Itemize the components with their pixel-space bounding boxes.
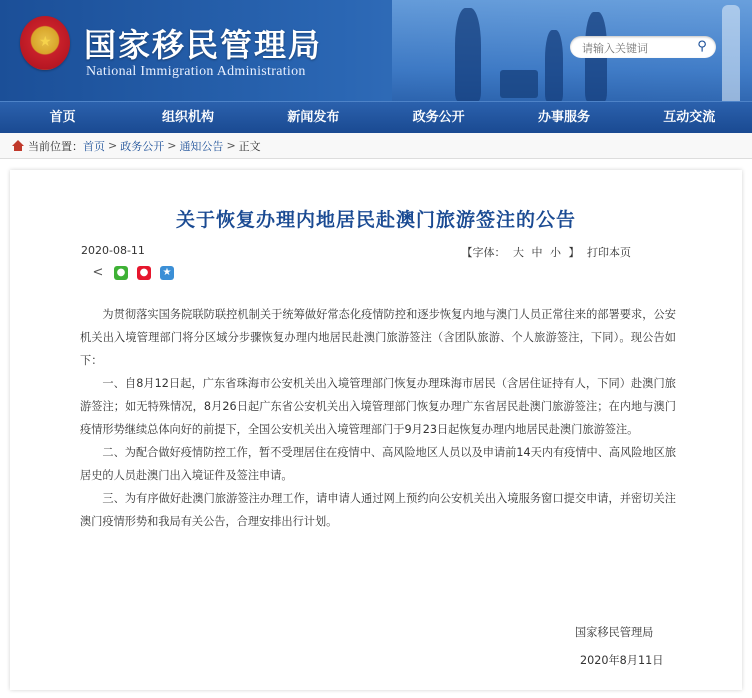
font-size-medium[interactable]: 中 <box>531 246 543 259</box>
search-input[interactable] <box>580 39 694 57</box>
article-tools <box>458 244 632 260</box>
nav-item-organization[interactable]: 组织机构 <box>161 110 214 125</box>
ornamental-pillar <box>722 5 740 101</box>
article-paragraph: 二、为配合做好疫情防控工作，暂不受理居住在疫情中、高风险地区人员以及申请前14天内有疫情中、高风险地区旅居史的人员赴澳门出入境证件及签注申请。 <box>80 446 677 482</box>
article-paragraph: 为贯彻落实国务院联防联控机制关于统筹做好常态化疫情防控和逐步恢复内地与澳门人员正常往来的部署要求，公安机关出入境管理部门将分区域分步骤恢复办理内地居民赴澳门旅游签注（含团队旅游、个人旅游签注，下同）。现公告如下： <box>80 308 676 367</box>
qzone-icon[interactable]: ★ <box>160 266 174 280</box>
share-bar <box>91 266 183 280</box>
site-subtitle: National Immigration Administration <box>86 64 306 79</box>
font-size-small[interactable]: 小 <box>550 246 561 259</box>
breadcrumb <box>0 133 752 159</box>
font-size-large[interactable]: 大 <box>513 246 524 259</box>
article-title: 关于恢复办理内地居民赴澳门旅游签注的公告 <box>175 209 576 231</box>
font-size-label: 【字体： <box>461 246 506 259</box>
article-paragraph: 一、自8月12日起，广东省珠海市公安机关出入境管理部门恢复办理珠海市居民（含居住证持有人，下同）赴澳门旅游签注；如无特殊情况，8月26日起广东省公安机关出入境管理部门恢复办理广东省居民赴澳门旅游签注；在内地与澳门疫情形势继续总体向好的前提下，全国公安机关出入境管理部门于9月23日起恢复办理内地居民赴澳门旅游签注。 <box>80 377 676 436</box>
breadcrumb-separator: > <box>167 139 177 152</box>
main-nav <box>0 101 752 133</box>
breadcrumb-government-affairs[interactable]: 政务公开 <box>120 139 165 153</box>
breadcrumb-notices[interactable]: 通知公告 <box>179 139 224 153</box>
signature: 国家移民管理局 <box>575 626 654 639</box>
home-icon <box>12 140 24 152</box>
breadcrumb-separator: > <box>108 139 118 152</box>
publish-date: 2020-08-11 <box>81 244 145 257</box>
search-icon[interactable]: ⚲ <box>697 39 707 54</box>
traveler-silhouette <box>455 8 481 101</box>
nav-item-services[interactable]: 办事服务 <box>537 110 590 125</box>
font-size-label-close: 】 <box>568 246 580 259</box>
share-icon[interactable]: < <box>92 265 104 280</box>
nav-item-government-affairs[interactable]: 政务公开 <box>412 110 465 125</box>
child-silhouette <box>545 30 563 101</box>
weibo-icon[interactable]: ● <box>137 266 151 280</box>
search-box[interactable] <box>570 36 716 58</box>
breadcrumb-home[interactable]: 首页 <box>83 139 105 153</box>
article-paragraph: 三、为有序做好赴澳门旅游签注办理工作，请申请人通过网上预约向公安机关出入境服务窗口提交申请，并密切关注澳门疫情形势和我局有关公告，合理安排出行计划。 <box>80 492 676 528</box>
article-body <box>80 303 676 533</box>
nav-item-home[interactable]: 首页 <box>49 110 76 125</box>
breadcrumb-current: 正文 <box>238 139 261 153</box>
wechat-icon[interactable]: ● <box>114 266 128 280</box>
suitcase-silhouette <box>500 70 538 98</box>
breadcrumb-separator: > <box>226 139 236 152</box>
site-title[interactable]: 国家移民管理局 <box>84 26 323 64</box>
nav-item-news[interactable]: 新闻发布 <box>287 110 340 125</box>
print-button[interactable]: 打印本页 <box>587 246 631 259</box>
breadcrumb-prefix: 当前位置： <box>28 139 83 153</box>
site-header <box>0 0 752 101</box>
national-emblem-icon[interactable]: ★ <box>20 16 70 70</box>
nav-item-interaction[interactable]: 互动交流 <box>663 110 716 125</box>
signature-date: 2020年8月11日 <box>580 654 664 667</box>
